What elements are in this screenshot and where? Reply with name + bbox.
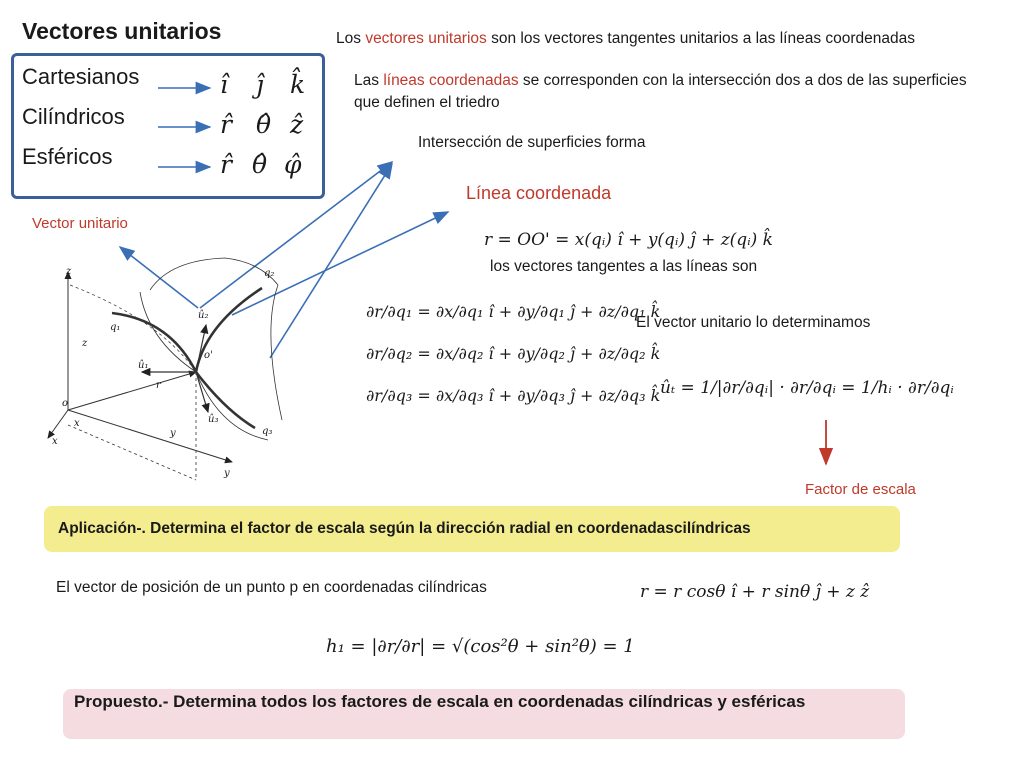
label-interseccion: Intersección de superficies forma [418, 134, 646, 151]
diagram-label-q2: q₂ [264, 268, 275, 279]
diagram-label-y-inner: y [170, 428, 176, 439]
arrow-interseccion-1 [200, 162, 392, 308]
diagram-label-q1: q₁ [110, 322, 121, 333]
system-cartesian-label: Cartesianos [22, 64, 140, 89]
diagram-label-o-prime: o' [204, 350, 213, 361]
label-linea-coordenada: Línea coordenada [466, 183, 612, 203]
diagram-label-o: o [62, 398, 69, 409]
arrow-interseccion-2 [270, 164, 392, 358]
diagram-label-x: x [52, 436, 58, 447]
spherical-theta-hat: θ̂ [252, 150, 268, 179]
label-posicion: El vector de posición de un punto p en coordenadas cilíndricas [56, 579, 487, 596]
cylindrical-theta-hat: θ̂ [256, 110, 272, 139]
label-tangentes: los vectores tangentes a las líneas son [490, 258, 758, 275]
label-factor-escala: Factor de escala [805, 481, 916, 498]
cartesian-i-hat: î [220, 70, 228, 99]
intro-paragraph-2: Las líneas coordenadas se corresponden con la intersección dos a dos de las superficies que definen el triedro [354, 72, 967, 111]
diagram-label-z-inner: z [82, 338, 88, 349]
spherical-r-hat: r̂ [220, 150, 232, 179]
diagram-label-r: r [156, 380, 161, 391]
diagram-label-y: y [224, 468, 230, 479]
intro-paragraph-1: Los vectores unitarios son los vectores tangentes unitarios a las líneas coordenadas [336, 30, 916, 47]
propuesto-text: Propuesto.- Determina todos los factores de escala en coordenadas cilíndricas y esféricas [74, 692, 806, 711]
diagram-label-u2: û₂ [198, 310, 209, 321]
equation-partial-q1: ∂r/∂q₁ = ∂x/∂q₁ î + ∂y/∂q₁ ĵ + ∂z/∂q₁ k̂ [366, 302, 661, 321]
diagram-label-u1: û₁ [138, 360, 149, 371]
equation-r-vector: r = OO' = x(qᵢ) î + y(qᵢ) ĵ + z(qᵢ) k̂ [484, 230, 773, 250]
cylindrical-r-hat: r̂ [220, 110, 232, 139]
label-vector-unitario: Vector unitario [32, 215, 128, 232]
page-title: Vectores unitarios [22, 18, 222, 44]
equation-partial-q2: ∂r/∂q₂ = ∂x/∂q₂ î + ∂y/∂q₂ ĵ + ∂z/∂q₂ k̂ [366, 344, 661, 363]
arrow-vector-unitario [120, 247, 198, 308]
diagram-label-x-inner: x [74, 418, 80, 429]
system-cylindrical-label: Cilíndricos [22, 104, 125, 129]
cartesian-j-hat: ĵ [256, 70, 264, 99]
system-spherical-label: Esféricos [22, 144, 113, 169]
diagram-label-z: z [66, 266, 72, 277]
aplicacion-text: Aplicación-. Determina el factor de escala según la dirección radial en coordenadascilíndricas [58, 520, 751, 537]
equation-cylindrical-position: r = r cosθ î + r sinθ ĵ + z ẑ [640, 582, 870, 602]
curvilinear-diagram [48, 258, 282, 480]
spherical-phi-hat: φ̂ [284, 150, 302, 179]
equation-h1: h₁ = |∂r/∂r| = √(cos²θ + sin²θ) = 1 [326, 636, 635, 657]
diagram-label-q3: q₃ [262, 426, 273, 437]
equation-partial-q3: ∂r/∂q₃ = ∂x/∂q₃ î + ∂y/∂q₃ ĵ + ∂z/∂q₃ k̂ [366, 386, 661, 405]
arrow-linea-coordenada [232, 212, 448, 315]
equation-unit-vector: ûₜ = 1/|∂r/∂qᵢ| · ∂r/∂qᵢ = 1/hᵢ · ∂r/∂qᵢ [660, 378, 954, 398]
cylindrical-z-hat: ẑ [290, 110, 304, 139]
diagram-label-u3: û₃ [208, 414, 219, 425]
cartesian-k-hat: k̂ [290, 70, 306, 99]
label-determinamos: El vector unitario lo determinamos [636, 314, 871, 331]
